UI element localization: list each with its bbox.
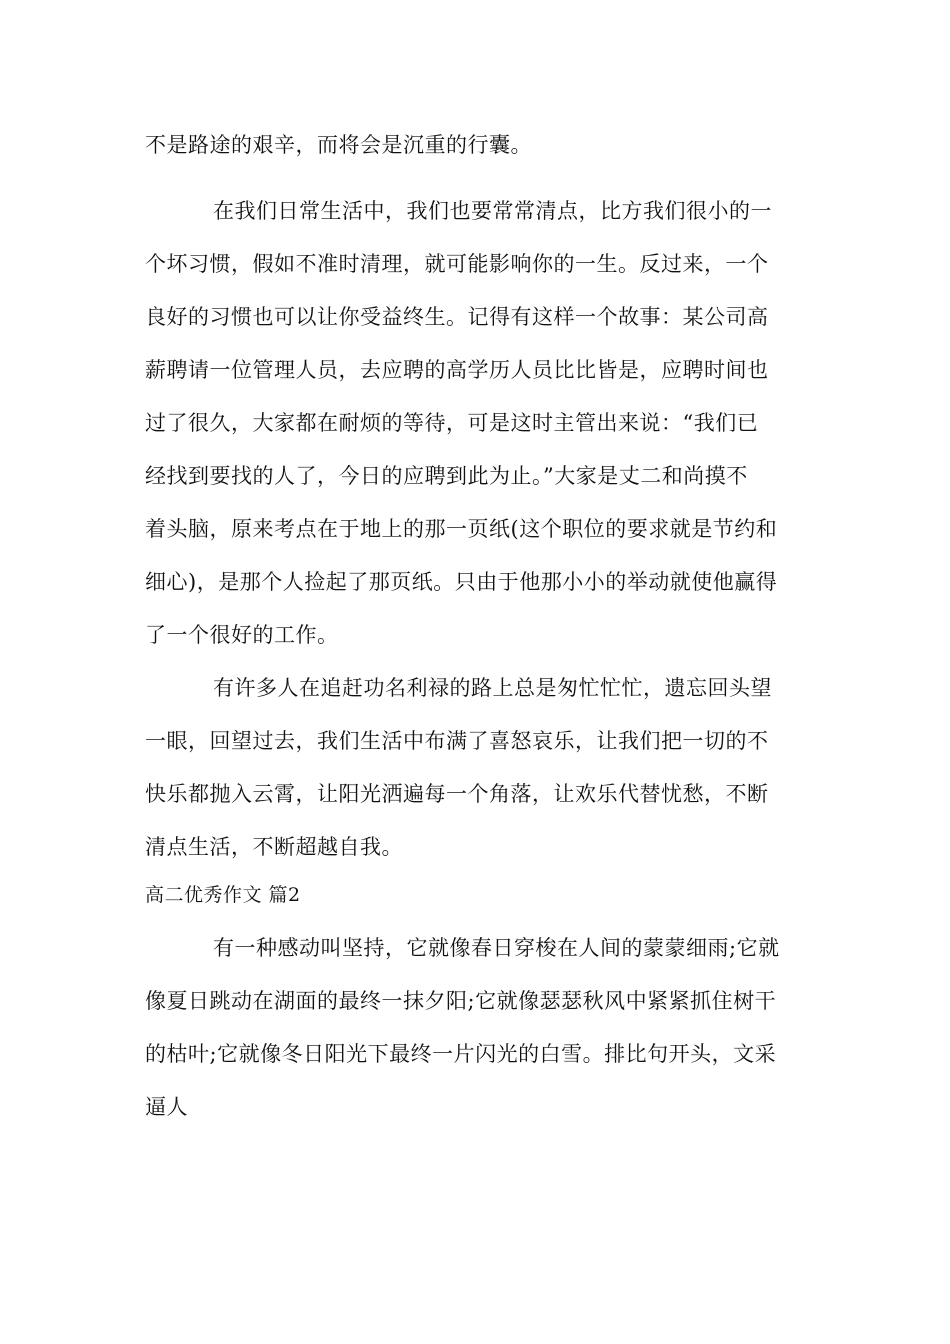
paragraph-line: 在我们日常生活中，我们也要常常清点，比方我们很小的一 xyxy=(213,199,772,223)
paragraph-line: 过了很久，大家都在耐烦的等待，可是这时主管出来说：“我们已 xyxy=(145,411,759,435)
paragraph-line: 有一种感动叫坚持，它就像春日穿梭在人间的蒙蒙细雨;它就 xyxy=(213,936,780,960)
paragraph-line: 的枯叶;它就像冬日阳光下最终一片闪光的白雪。排比句开头，文采 xyxy=(145,1042,777,1066)
paragraph-line: 不是路途的艰辛，而将会是沉重的行囊。 xyxy=(145,133,532,157)
paragraph-line: 逼人 xyxy=(145,1095,188,1119)
paragraph-line: 着头脑，原来考点在于地上的那一页纸(这个职位的要求就是节约和 xyxy=(145,517,778,541)
paragraph-line: 个坏习惯，假如不准时清理，就可能影响你的一生。反过来，一个 xyxy=(145,252,769,276)
paragraph-line: 细心)，是那个人捡起了那页纸。只由于他那小小的举动就使他赢得 xyxy=(145,570,778,594)
document-body xyxy=(145,130,805,1129)
paragraph-line: 薪聘请一位管理人员，去应聘的高学历人员比比皆是，应聘时间也 xyxy=(145,358,769,382)
paragraph-line: 有许多人在追赶功名利禄的路上总是匆忙忙忙，遗忘回头望 xyxy=(213,676,772,700)
paragraph-line: 良好的习惯也可以让你受益终生。记得有这样一个故事：某公司高 xyxy=(145,305,769,329)
paragraph-line: 清点生活，不断超越自我。 xyxy=(145,835,403,859)
paragraph-line: 快乐都抛入云霄，让阳光洒遍每一个角落，让欢乐代替忧愁，不断 xyxy=(145,782,769,806)
paragraph-line: 像夏日跳动在湖面的最终一抹夕阳;它就像瑟瑟秋风中紧紧抓住树干 xyxy=(145,989,777,1013)
paragraph-line: 了一个很好的工作。 xyxy=(145,623,339,647)
paragraph-line: 经找到要找的人了，今日的应聘到此为止。”大家是丈二和尚摸不 xyxy=(145,464,748,488)
paragraph-line: 一眼，回望过去，我们生活中布满了喜怒哀乐，让我们把一切的不 xyxy=(145,729,769,753)
section-heading: 高二优秀作文 篇2 xyxy=(145,884,301,906)
